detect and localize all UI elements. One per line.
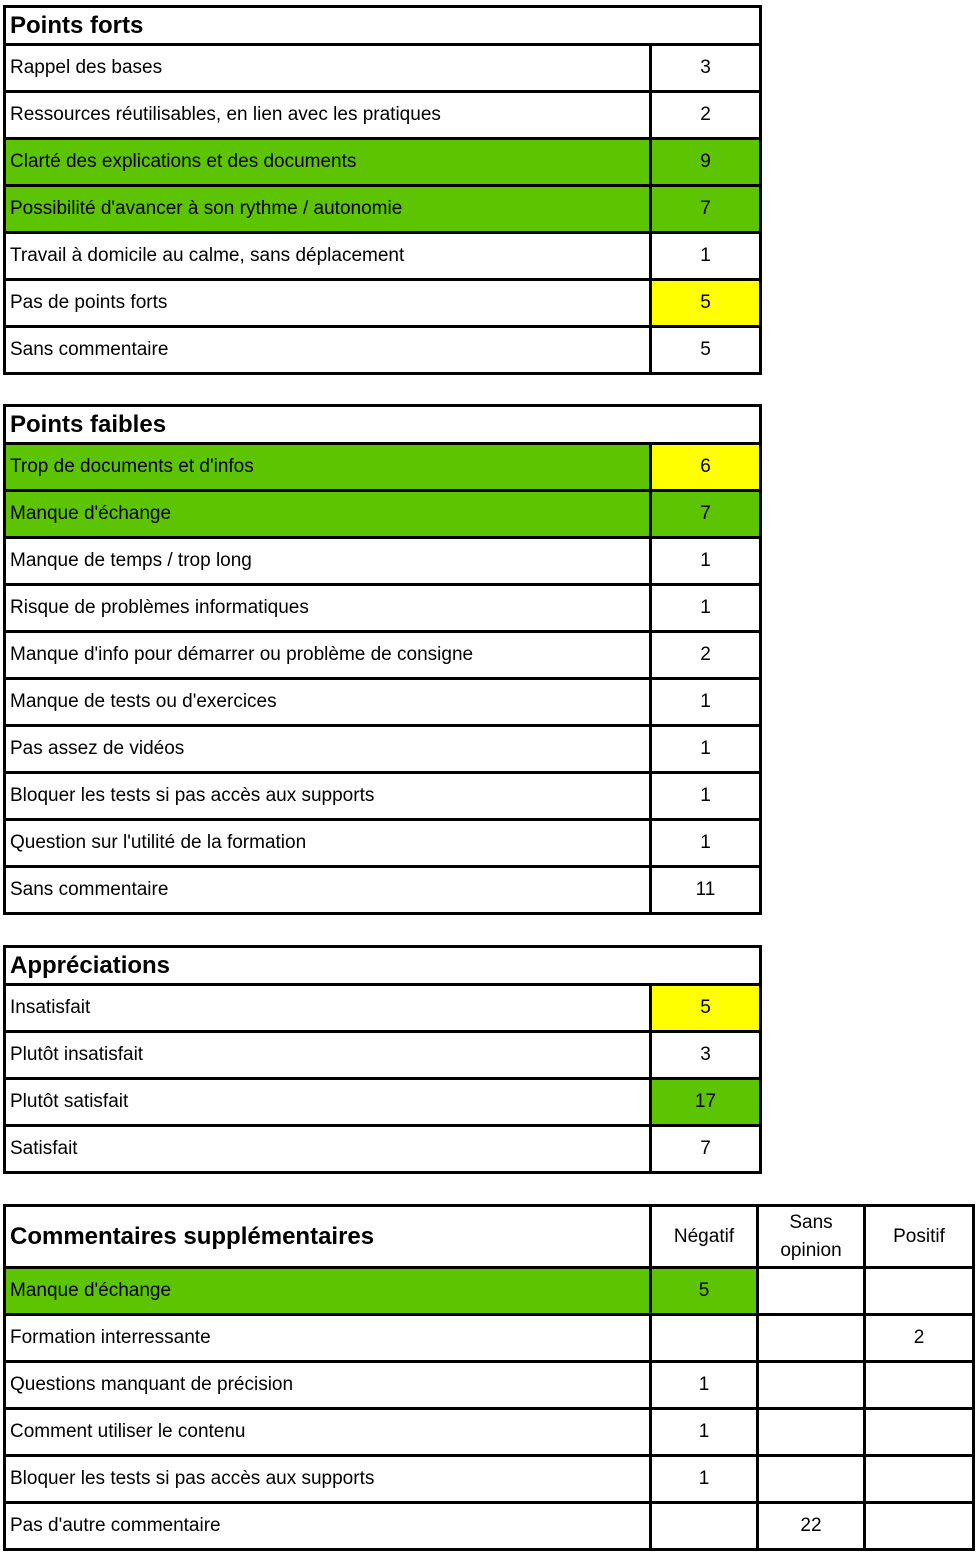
col-header-sans-opinion (758, 1206, 865, 1268)
row-label: Plutôt satisfait (5, 1079, 651, 1126)
col-header-sans: Sans (789, 1211, 833, 1233)
row-value: 1 (651, 538, 761, 585)
row-value: 1 (651, 233, 761, 280)
table-row (5, 92, 761, 139)
points-faibles-title: Points faibles (5, 406, 761, 444)
table-row (5, 820, 761, 867)
row-sans-opinion: 22 (758, 1503, 865, 1550)
row-value: 5 (651, 327, 761, 374)
row-value: 1 (651, 773, 761, 820)
header-row (5, 1206, 974, 1268)
table-row (5, 1268, 974, 1315)
points-forts-table (3, 5, 762, 375)
table-row (5, 186, 761, 233)
row-value: 7 (651, 1126, 761, 1173)
row-label: Travail à domicile au calme, sans déplacement (5, 233, 651, 280)
appreciations-title: Appréciations (5, 947, 761, 985)
row-label: Formation interressante (5, 1315, 651, 1362)
row-value: 11 (651, 867, 761, 914)
table-row (5, 679, 761, 726)
row-negatif: 1 (651, 1362, 758, 1409)
row-label: Sans commentaire (5, 867, 651, 914)
row-label: Comment utiliser le contenu (5, 1409, 651, 1456)
table-row (5, 1126, 761, 1173)
row-positif (865, 1362, 974, 1409)
row-value: 3 (651, 45, 761, 92)
table-row (5, 45, 761, 92)
row-positif (865, 1268, 974, 1315)
table-row (5, 491, 761, 538)
row-value: 3 (651, 1032, 761, 1079)
row-label: Pas d'autre commentaire (5, 1503, 651, 1550)
row-label: Manque d'échange (5, 1268, 651, 1315)
table-row (5, 726, 761, 773)
row-value: 7 (651, 491, 761, 538)
row-positif (865, 1456, 974, 1503)
row-negatif: 1 (651, 1409, 758, 1456)
row-value: 6 (651, 444, 761, 491)
commentaires-title: Commentaires supplémentaires (5, 1206, 651, 1268)
row-sans-opinion (758, 1315, 865, 1362)
row-label: Sans commentaire (5, 327, 651, 374)
table-row (5, 1409, 974, 1456)
row-label: Plutôt insatisfait (5, 1032, 651, 1079)
row-label: Clarté des explications et des documents (5, 139, 651, 186)
row-label: Trop de documents et d'infos (5, 444, 651, 491)
table-row (5, 1503, 974, 1550)
row-label: Bloquer les tests si pas accès aux supports (5, 773, 651, 820)
row-label: Manque de tests ou d'exercices (5, 679, 651, 726)
row-negatif (651, 1315, 758, 1362)
row-label: Manque d'échange (5, 491, 651, 538)
row-value: 1 (651, 585, 761, 632)
table-row (5, 1315, 974, 1362)
row-label: Bloquer les tests si pas accès aux supports (5, 1456, 651, 1503)
row-label: Satisfait (5, 1126, 651, 1173)
row-label: Pas assez de vidéos (5, 726, 651, 773)
row-label: Manque d'info pour démarrer ou problème de consigne (5, 632, 651, 679)
table-row (5, 1362, 974, 1409)
table-row (5, 773, 761, 820)
col-header-opinion: opinion (780, 1239, 842, 1261)
row-value: 9 (651, 139, 761, 186)
row-label: Possibilité d'avancer à son rythme / autonomie (5, 186, 651, 233)
table-row (5, 867, 761, 914)
col-header-positif: Positif (865, 1206, 974, 1268)
row-value: 1 (651, 679, 761, 726)
points-forts-title: Points forts (5, 7, 761, 45)
row-value: 7 (651, 186, 761, 233)
table-row (5, 233, 761, 280)
row-label: Questions manquant de précision (5, 1362, 651, 1409)
row-value: 5 (651, 280, 761, 327)
row-sans-opinion (758, 1268, 865, 1315)
row-sans-opinion (758, 1409, 865, 1456)
row-positif (865, 1503, 974, 1550)
row-negatif: 1 (651, 1456, 758, 1503)
row-negatif: 5 (651, 1268, 758, 1315)
table-row (5, 1456, 974, 1503)
row-positif: 2 (865, 1315, 974, 1362)
table-row (5, 327, 761, 374)
table-row (5, 1079, 761, 1126)
row-value: 2 (651, 632, 761, 679)
table-row (5, 538, 761, 585)
row-label: Risque de problèmes informatiques (5, 585, 651, 632)
row-sans-opinion (758, 1362, 865, 1409)
commentaires-table (3, 1204, 975, 1551)
table-row (5, 585, 761, 632)
row-value: 1 (651, 726, 761, 773)
points-faibles-table (3, 404, 762, 915)
row-negatif (651, 1503, 758, 1550)
row-label: Rappel des bases (5, 45, 651, 92)
row-value: 5 (651, 985, 761, 1032)
table-row (5, 280, 761, 327)
row-label: Pas de points forts (5, 280, 651, 327)
col-header-negatif: Négatif (651, 1206, 758, 1268)
table-row (5, 139, 761, 186)
row-positif (865, 1409, 974, 1456)
row-value: 2 (651, 92, 761, 139)
table-row (5, 1032, 761, 1079)
row-label: Question sur l'utilité de la formation (5, 820, 651, 867)
table-row (5, 632, 761, 679)
appreciations-table (3, 945, 762, 1174)
row-value: 1 (651, 820, 761, 867)
row-sans-opinion (758, 1456, 865, 1503)
row-label: Manque de temps / trop long (5, 538, 651, 585)
table-row (5, 985, 761, 1032)
row-label: Insatisfait (5, 985, 651, 1032)
row-value: 17 (651, 1079, 761, 1126)
table-row (5, 444, 761, 491)
row-label: Ressources réutilisables, en lien avec les pratiques (5, 92, 651, 139)
